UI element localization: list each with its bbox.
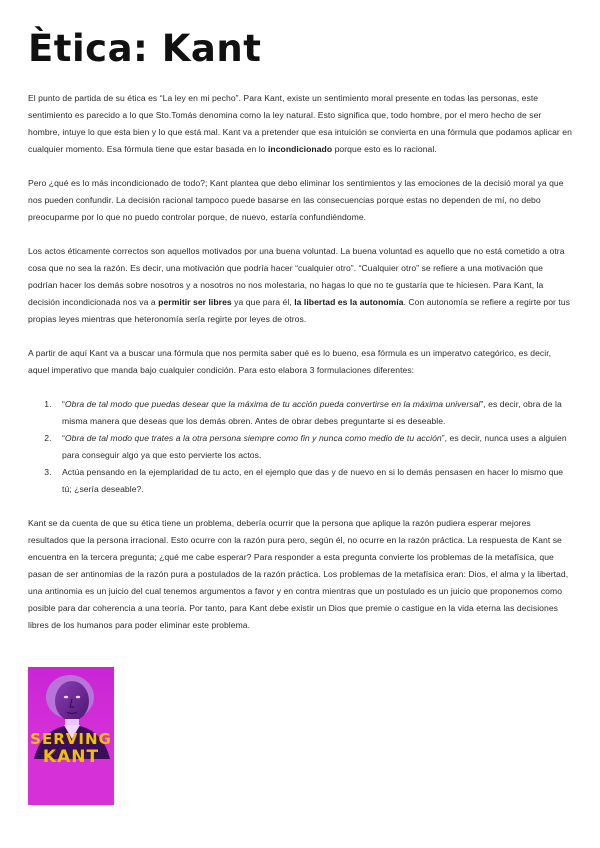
paragraph-4: A partir de aquí Kant va a buscar una fórmula que nos permita saber qué es lo bueno, esa fórmula es un imperatvo categórico, es decir, aquel imperativo que manda bajo cualquier condición. Para esto elabora 3 formulaciones diferentes: [28, 348, 552, 375]
text-run: ”, es decir, obra de la misma manera que deseas que los demás obren. Antes de obrar debes preguntarte si es deseable. [62, 399, 562, 426]
quote-mark: “ [62, 399, 65, 409]
paragraph-1 [28, 90, 573, 158]
article-body [28, 90, 573, 651]
italic-maxim: Obra de tal modo que trates a la otra persona siempre como fin y nunca como medio de tu acción [64, 433, 442, 443]
serving-kant-poster-image [28, 667, 114, 805]
italic-maxim: Obra de tal modo que puedas desear que la máxima de tu acción pueda convertirse en la máxima universal [64, 399, 481, 409]
bold-term-libres: permitir ser libres [158, 297, 232, 307]
text-run: ”, es decir, nunca uses a alguien para conseguir algo ya que esto pervierte los actos. [62, 433, 567, 460]
text-run: . Con autonomía se refiere a regirte por tus propias leyes mientras que heteronomía sería regirte por leyes de otros. [28, 297, 571, 324]
paragraph-3 [28, 243, 573, 328]
formulations-list [28, 396, 573, 498]
bold-term-autonomia: la libertad es la autonomía [294, 297, 404, 307]
poster-title-line-1: SERVING [30, 730, 112, 748]
text-run: Los actos éticamente correctos son aquellos motivados por una buena voluntad. La buena voluntad es aquello que no está cometido a otra cosa que no sea la razón. Es decir, una motivación que podría hacer “cualquier otro”. “Cualquier otro” se refiere a una motivación que podrían hacer los demás sobre nosotros y a nosotros no nos molestaria, no hagas lo que no te gustaría que te hiciesen. Para Kant, la decisión incondicionada nos va a [28, 246, 565, 307]
list-item [54, 430, 573, 464]
text-run: ya que para él, [231, 297, 295, 307]
list-item: 3. Actúa pensando en la ejemplaridad de tu acto, en el ejemplo que das y de nuevo en si lo demás pensasen en hacer lo mismo que tú; ¿sería deseable?. [54, 464, 573, 498]
text-run: porque esto es lo racional. [332, 144, 437, 154]
page-title: Ètica: Kant [28, 27, 262, 70]
paragraph-5: Kant se da cuenta de que su ética tiene un problema, debería ocurrir que la persona que aplique la razón pudiera esperar mejores resultados que la persona irracional. Esto ocurre con la razón pura pero, según él, no ocurre en la razón práctica. La respuesta de Kant se encuentra en la tercera pregunta; ¿qué me cabe esperar? Para responder a esta pregunta convierte los problemas de la metafísica, que pasan de ser antinomias de la razón pura a postulados de la razón práctica. Los problemas de la metafísica eran: Dios, el alma y la libertad, una antinomia es un juicio del cual tenemos argumentos a favor y en contra mientras que un postulado es un juicio que proponemos como posible para dar coherencia a una teoría. Por tanto, para Kant debe existir un Dios que premie o castigue en la vida eterna las decisiones libres de los humanos para poder eliminar este problema. [28, 518, 569, 630]
list-item [54, 396, 573, 430]
quote-mark: “ [62, 433, 65, 443]
text-run: El punto de partida de su ética es “La ley en mi pecho”. Para Kant, existe un sentimiento moral presente en todas las personas, este sentimiento es parecido a lo que Sto.Tomás denomina como la ley natural. Esto significa que, todo hombre, por el mero hecho de ser hombre, intuye lo que esta bien y lo que está mal. Kant va a pretender que esa intuición se convierta en una fórmula que podamos aplicar en cualquier momento. Esa fórmula tiene que estar basada en lo [28, 93, 572, 154]
bold-term-incondicionado: incondicionado [267, 144, 333, 154]
paragraph-2: Pero ¿qué es lo más incondicionado de todo?; Kant plantea que debo eliminar los sentimientos y las emociones de la decisió moral ya que nos pueden confundir. La decisión racional tampoco puede basarse en las consecuencias porque estas no dependen de mí, no debo preocuparme por lo que no puedo controlar porque, de nuevo, estaría confundiéndome. [28, 178, 564, 222]
poster-title-line-2: KANT [42, 747, 100, 767]
